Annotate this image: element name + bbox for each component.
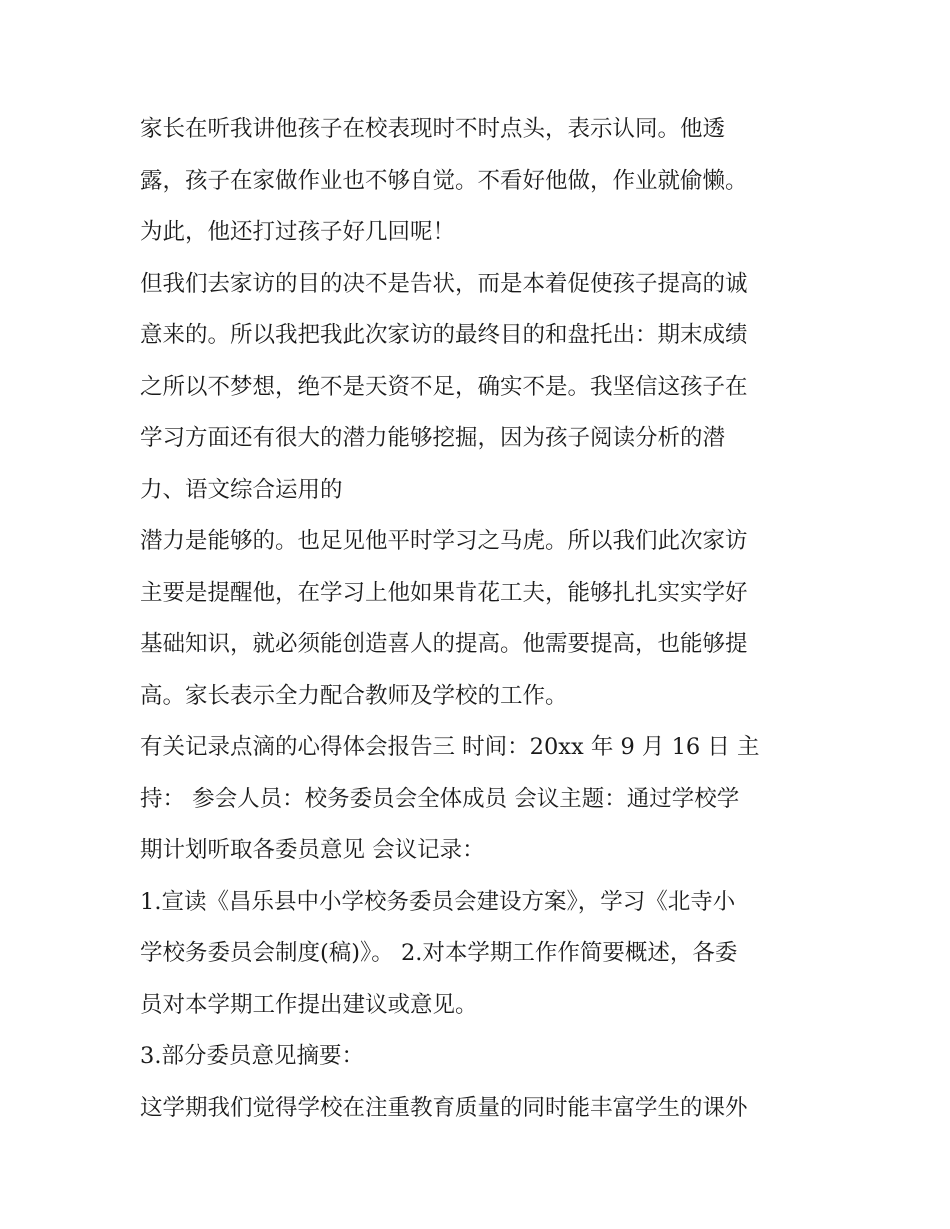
text-line: 3.部分委员意见摘要： [140,1043,364,1069]
text-line: 力、语文综合运用的 [140,476,343,503]
text-line: 为此，他还打过孩子好几回呢！ [140,219,456,245]
text-line: 持： 参会人员：校务委员会全体成员 会议主题：通过学校学 [140,785,740,812]
text-line: 有关记录点滴的心得体会报告三 时间：20xx 年 9 月 16 日 主 [140,734,760,760]
text-line: 学习方面还有很大的潜力能够挖掘，因为孩子阅读分析的潜 [140,425,726,451]
text-line: 高。家长表示全力配合教师及学校的工作。 [140,682,568,709]
text-line: 学校务委员会制度(稿)》。 2.对本学期工作作简要概述，各委 [140,940,738,966]
text-line: 基础知识，就必须能创造喜人的提高。他需要提高，也能够提 [140,631,748,657]
text-line: 1.宣读《昌乐县中小学校务委员会建设方案》，学习《北寺小 [140,888,736,915]
text-line: 家长在听我讲他孩子在校表现时不时点头，表示认同。他透 [140,116,726,142]
text-line: 员对本学期工作提出建议或意见。 [140,991,478,1018]
document-body [140,104,820,1134]
text-line: 这学期我们觉得学校在注重教育质量的同时能丰富学生的课外 [140,1094,748,1121]
text-line: 潜力是能够的。也足见他平时学习之马虎。所以我们此次家访 [140,528,748,554]
text-line: 露，孩子在家做作业也不够自觉。不看好他做，作业就偷懒。 [140,167,748,194]
text-line: 期计划听取各委员意见 会议记录： [140,837,485,863]
text-line: 意来的。所以我把我此次家访的最终目的和盘托出：期末成绩 [140,322,748,348]
text-line: 但我们去家访的目的决不是告状，而是本着促使孩子提高的诚 [140,270,748,297]
text-line: 之所以不梦想，绝不是天资不足，确实不是。我坚信这孩子在 [140,373,748,400]
text-line: 主要是提醒他，在学习上他如果肯花工夫，能够扎扎实实学好 [140,579,748,606]
